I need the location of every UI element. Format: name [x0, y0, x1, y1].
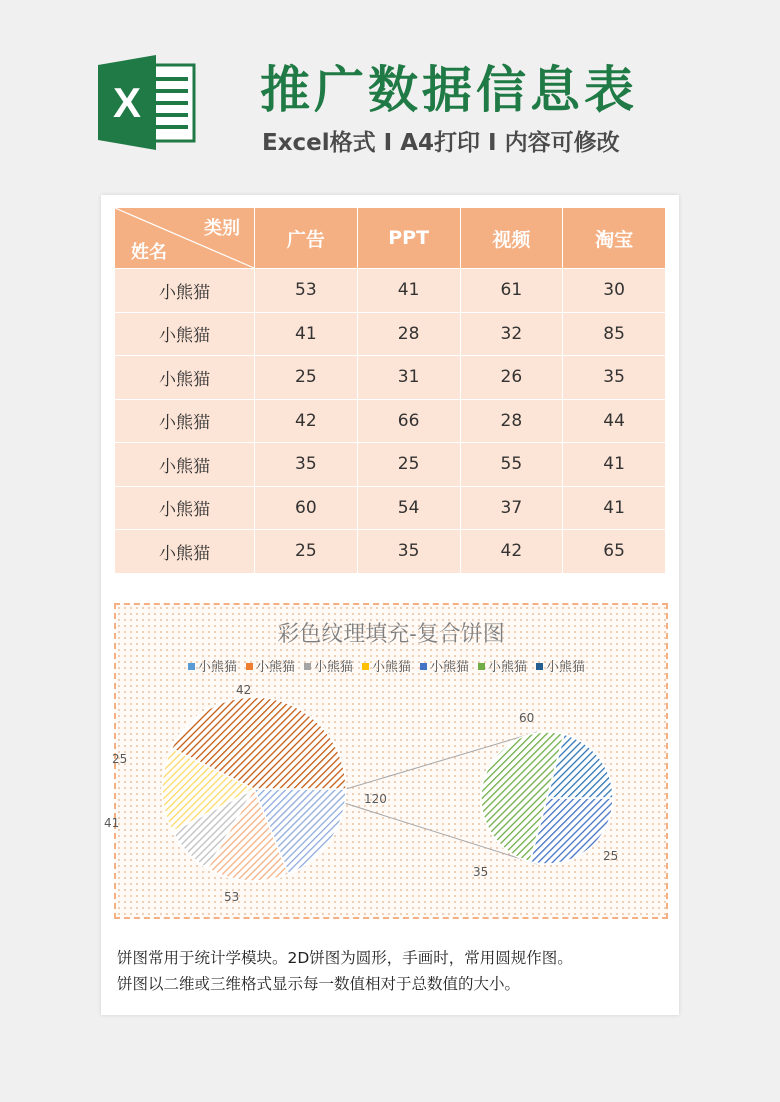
- legend-label: 小熊猫: [430, 660, 470, 675]
- data-label: 41: [104, 816, 120, 830]
- page-title: 推广数据信息表: [260, 61, 638, 119]
- row-name-cell: 小熊猫: [115, 269, 255, 313]
- table-row: [115, 399, 666, 443]
- table-cell: 42: [460, 530, 563, 574]
- document-page: [101, 195, 679, 1015]
- table-cell: 25: [255, 530, 358, 574]
- table-cell: 37: [460, 486, 563, 530]
- table-row: [115, 312, 666, 356]
- column-header: 淘宝: [563, 208, 666, 269]
- table-cell: 32: [460, 312, 563, 356]
- chart-title: 彩色纹理填充-复合饼图: [277, 622, 505, 647]
- table-row: [115, 530, 666, 574]
- table-cell: 54: [357, 486, 460, 530]
- legend-marker: [478, 663, 485, 670]
- table-cell: 35: [563, 356, 666, 400]
- row-name-cell: 小熊猫: [115, 530, 255, 574]
- legend-label: 小熊猫: [256, 660, 296, 675]
- data-label: 25: [112, 752, 128, 766]
- table-row: [115, 269, 666, 313]
- legend-marker: [420, 663, 427, 670]
- legend-label: 小熊猫: [314, 660, 354, 675]
- description-line: 饼图常用于统计学模块。2D饼图为圆形，手画时，常用圆规作图。: [117, 949, 573, 967]
- table-cell: 25: [255, 356, 358, 400]
- table-cell: 31: [357, 356, 460, 400]
- legend-label: 小熊猫: [372, 660, 412, 675]
- data-label: 25: [603, 849, 619, 863]
- row-name-cell: 小熊猫: [115, 443, 255, 487]
- data-label: 42: [236, 683, 252, 697]
- table-cell: 53: [255, 269, 358, 313]
- table-row: [115, 486, 666, 530]
- table-cell: 35: [357, 530, 460, 574]
- excel-logo-letter: X: [112, 79, 142, 126]
- table-cell: 25: [357, 443, 460, 487]
- legend-marker: [362, 663, 369, 670]
- row-name-cell: 小熊猫: [115, 312, 255, 356]
- secondary-pie: [481, 732, 613, 864]
- table-cell: 60: [255, 486, 358, 530]
- legend-marker: [536, 663, 543, 670]
- legend-marker: [304, 663, 311, 670]
- column-header: 视频: [460, 208, 563, 269]
- table-corner-header: [115, 208, 255, 269]
- description-text: [117, 945, 667, 997]
- page-subtitle: Excel格式 Ⅰ A4打印 Ⅰ 内容可修改: [262, 130, 620, 156]
- legend-label: 小熊猫: [198, 660, 238, 675]
- chart-container: [104, 603, 668, 919]
- table-cell: 41: [357, 269, 460, 313]
- table-cell: 28: [460, 399, 563, 443]
- legend-label: 小熊猫: [488, 660, 528, 675]
- table-cell: 85: [563, 312, 666, 356]
- table-cell: 30: [563, 269, 666, 313]
- table-cell: 41: [563, 486, 666, 530]
- column-header: 广告: [255, 208, 358, 269]
- table-cell: 26: [460, 356, 563, 400]
- table-cell: 65: [563, 530, 666, 574]
- table-cell: 44: [563, 399, 666, 443]
- table-cell: 42: [255, 399, 358, 443]
- row-name-cell: 小熊猫: [115, 356, 255, 400]
- column-category-label: 类别: [204, 218, 240, 239]
- main-pie: [162, 697, 346, 881]
- data-label: 53: [224, 890, 240, 904]
- table-cell: 66: [357, 399, 460, 443]
- table-cell: 28: [357, 312, 460, 356]
- legend-label: 小熊猫: [546, 660, 586, 675]
- description-line: 饼图以二维或三维格式显示每一数值相对于总数值的大小。: [117, 975, 521, 993]
- table-header-row: [115, 208, 666, 269]
- chart-legend: [188, 659, 585, 675]
- row-name-label: 姓名: [131, 242, 167, 263]
- data-label: 120: [364, 792, 387, 806]
- legend-marker: [188, 663, 195, 670]
- table-row: [115, 443, 666, 487]
- header: [0, 0, 780, 190]
- excel-logo-icon: [98, 55, 198, 150]
- table-cell: 41: [255, 312, 358, 356]
- data-table: [114, 207, 666, 574]
- legend-marker: [246, 663, 253, 670]
- table-cell: 55: [460, 443, 563, 487]
- row-name-cell: 小熊猫: [115, 399, 255, 443]
- table-cell: 35: [255, 443, 358, 487]
- pie-of-pie-chart: [104, 605, 666, 917]
- column-header: PPT: [357, 208, 460, 269]
- table-cell: 61: [460, 269, 563, 313]
- row-name-cell: 小熊猫: [115, 486, 255, 530]
- table-cell: 41: [563, 443, 666, 487]
- data-label: 60: [519, 711, 535, 725]
- table-row: [115, 356, 666, 400]
- data-label: 35: [473, 865, 489, 879]
